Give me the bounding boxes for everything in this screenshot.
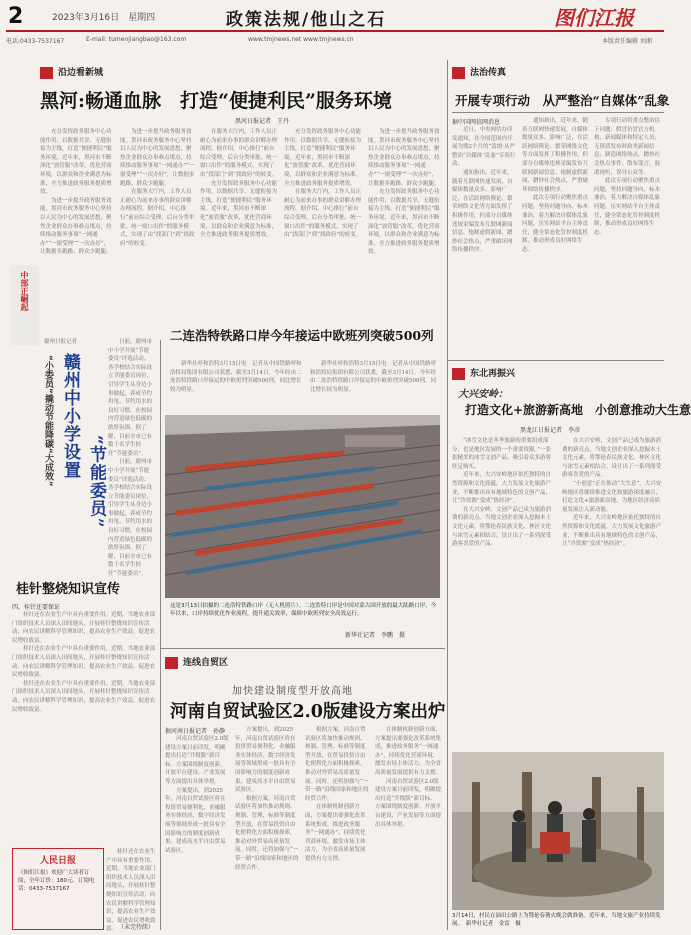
- fraud-rule: [452, 112, 664, 113]
- bottom-left-headline: 桂针整烧知识宣传: [16, 582, 121, 597]
- vertical-body: 日前，赣州市中小学开展“节能委员”评选活动。各学校结合实际设立节能委员岗位，引导学生从身边小事做起，养成节约用电、节约用水的良好习惯，在校园内营造绿色低碳的浓厚氛围。据了解，目前全市已有数千名学生担任“节能委员”。 日前，赣州市中小学开展“节能委员”评选活动。各学校结合实际设立节能委员岗位，引导学生从身边小事做起，养成节约用电、节约用水的良好习惯，在校园内营造绿色低碳的浓厚氛围。据了解，目前全市已有数千名学生担任“节能委员”。: [108, 339, 153, 578]
- fraud-body-col-2: 通知指出，近年来，随着互联网快速发展，自媒体数量众多、影响广泛，在活跃网络舆论、繁荣网络文化等方面发挥了积极作用，但部分自媒体违规采编发布互联网新闻信息、炮制虚假新闻、蹭炒社会热点，严重破坏网络传播秩序。 此次专项行动聚焦重点问题，坚持问题导向、标本兼治，着力解决自媒体乱象问题，压实网站平台主体责任，健全常态化管控制度机制，推动形成良好网络生态。: [522, 118, 589, 253]
- main-body-col-3: 在服务大厅内，工作人员正耐心为前来办事的群众讲解办理流程。据介绍，中心推行“前台综合受理、后台分类审批、统一窗口出件”的服务模式，实现了由“找部门”到“找政府”的转变。 充分发挥政务服务中心功能作用，以数据共享、无缝衔接为主线，打造“便捷利民”服务环境。近年来，黑河市不断深化“放管服”改革，优化营商环境，以群众和企业满意为标准，全力推进政务服务提质增效。: [200, 129, 278, 239]
- culture-byline: 黑龙江日报记者 李彦: [520, 427, 581, 434]
- main-body-col-5: 为进一步提升政务服务效能，黑河市政务服务中心坚持以人民为中心的发展思想，聚焦企业群众办事难点堵点，持续推动服务事项“一网通办”“一窗受理”“一次办好”，让数据多跑路、群众少跑腿。 充分发挥政务服务中心功能作用，以数据共享、无缝衔接为主线，打造“便捷利民”服务环境。近年来，黑河市不断深化“放管服”改革，优化营商环境，以群众和企业满意为标准，全力推进政务服务提质增效。: [368, 129, 440, 256]
- ad-text: 《图们江报》欢迎广大读者订阅，全年订价：180元。订阅电话：0433-7537167: [18, 870, 95, 892]
- zone-body-col-3: 根据方案，河南自贸试验区将加快推动规则、规制、管理、标准等制度型开放，在贸易投资自由化便利化方面积极探索，推动对外贸易高质量发展。同时，还将加强与“一带一路”沿线国家和地区的经贸合作。 在体制机制创新方面，方案提出要强化改革系统集成，推进政务服务“一网通办”，持续优化营商环境，激发市场主体活力，为全省高质量发展提供有力支撑。: [305, 727, 369, 862]
- section-tag-law: 法治传真: [452, 66, 506, 80]
- page-number: 2: [8, 4, 24, 29]
- rail-headline: 二连浩特铁路口岸今年接运中欧班列突破500列: [170, 328, 434, 343]
- main-headline: 黑河:畅通血脉 打造“便捷利民”服务环境: [40, 90, 392, 112]
- vertical-title-2: “节能委员”: [86, 435, 106, 529]
- editor-credit: 本版责任编辑 刘湘: [602, 38, 652, 45]
- rail-body-col-2: 新华社呼和浩特3月15日电 记者从中国铁路呼和浩特局集团有限公司获悉，截至3月14日，今年经由二连浩特铁路口岸接运的中欧班列突破500列，同比增长较为明显。: [310, 361, 436, 393]
- section-tag-ftz: 连线自贸区: [165, 656, 228, 670]
- fraud-body-col-3: 专项行动将重点整治以下问题：假冒仿冒官方机构、新闻媒体和特定人员；无资质发布时政类新闻信息；制造网络热点，蹭炒社会热点事件；散布谣言，混淆视听，误导公众等。 此次专项行动聚焦重点问题，坚持问题导向、标本兼治，着力解决自媒体乱象问题，压实网站平台主体责任，健全常态化管控制度机制，推动形成良好网络生态。: [594, 118, 661, 236]
- vertical-section-box: [10, 265, 39, 345]
- zone-body-col-2: 方案提出，到2025年，河南自贸试验区将在投资贸易便利化、金融服务实体经济、数字经济发展等领域形成一批具有全国影响力的制度创新成果，建成高水平自由贸易试验区。 根据方案，河南自贸试验区将加快推动规则、规制、管理、标准等制度型开放，在贸易投资自由化便利化方面积极探索，推动对外贸易高质量发展。同时，还将加强与“一带一路”沿线国家和地区的经贸合作。: [235, 727, 299, 871]
- culture-subhead: 大兴安岭：: [458, 389, 508, 400]
- contact-phone: 电话:0433-7537167: [6, 38, 65, 45]
- section-tag-northeast: 东北再振兴: [452, 367, 515, 381]
- culture-caption: 3月14日，村民在油田公路上为鄂伦春篝火晚会做准备。近年来，当地文旅产业持续发展。 新华社记者 金雷 摄: [452, 913, 661, 927]
- culture-body-col-2: 在大兴安岭，文创产品已成为旅游消费的新亮点。当地文创企业深入挖掘本土文化元素，将鄂伦春民族文化、林区文化与冰雪元素相结合，设计出了一系列深受游客喜爱的产品。 “小创意”正在推动“大生意”。大兴安岭地区将继续推进文化和旅游深度融合，打造文化+旅游新高地，为地区经济高质量发展注入新动能。 近年来，大兴安岭地区依托独特的自然资源和文化底蕴，大力发展文化旅游产业，不断推出具有地域特色的文创产品，让“冷资源”变成“热经济”。: [562, 438, 662, 548]
- rail-photo-credit: 新华社记者 李鹏 摄: [345, 632, 406, 639]
- subscription-ad[interactable]: [12, 848, 104, 930]
- culture-body-col-1: “冰雪文化是冬季旅游的重要组成部分，也是地区发展的一个重要资源。”一张张精美的冰雪文创产品，吸引着众多游客驻足购买。 近年来，大兴安岭地区依托独特的自然资源和文化底蕴，大力发展文化旅游产业，不断推出具有地域特色的文创产品，让“冷资源”变成“热经济”。 在大兴安岭，文创产品已成为旅游消费的新亮点。当地文创企业深入挖掘本土文化元素，将鄂伦春民族文化、林区文化与冰雪元素相结合，设计出了一系列深受游客喜爱的产品。: [452, 438, 552, 548]
- section-tag-border: 沿边看新城: [40, 66, 103, 80]
- header-rule: [6, 30, 664, 32]
- culture-headline: 打造文化+旅游新高地 小创意推动大生意: [465, 403, 691, 417]
- main-body-col-2: 为进一步提升政务服务效能，黑河市政务服务中心坚持以人民为中心的发展思想，聚焦企业群众办事难点堵点，持续推动服务事项“一网通办”“一窗受理”“一次办好”，让数据多跑路、群众少跑腿。 在服务大厅内，工作人员正耐心为前来办事的群众讲解办理流程。据介绍，中心推行“前台综合受理、后台分类审批、统一窗口出件”的服务模式，实现了由“找部门”到“找政府”的转变。: [120, 129, 195, 247]
- column-divider-right: [447, 60, 448, 930]
- contact-website[interactable]: www.tmjnews.net www.tmjnews.cn: [248, 36, 354, 43]
- section-divider-ftz: [160, 648, 445, 649]
- rail-body-col-1: 新华社呼和浩特3月15日电 记者从中国铁路呼和浩特局集团有限公司获悉，截至3月14日，今年经由二连浩特铁路口岸接运的中欧班列突破500列，同比增长较为明显。: [170, 361, 302, 393]
- contact-bar: [6, 36, 664, 46]
- vertical-section-tag: 中部正崛起: [20, 271, 29, 311]
- vertical-title-1: 赣州中小学设置: [60, 353, 80, 479]
- ad-title: 人民日报: [39, 856, 76, 866]
- main-body-col-1: 充分发挥政务服务中心功能作用，以数据共享、无缝衔接为主线，打造“便捷利民”服务环境。近年来，黑河市不断深化“放管服”改革，优化营商环境，以群众和企业满意为标准，全力推进政务服务提质增效。 为进一步提升政务服务效能，黑河市政务服务中心坚持以人民为中心的发展思想，聚焦企业群众办事难点堵点，持续推动服务事项“一网通办”“一窗受理”“一次办好”，让数据多跑路、群众少跑腿。: [40, 129, 112, 256]
- zone-body-col-1: 据河南日报记者 孙静 河南自贸试验区2.0版建设方案日前印发，明确提出打造“升级版”新目标。方案围绕制度创新、开放平台建设、产业发展等方面提出具体举措。 方案提出，到2025年，河南自贸试验区将在投资贸易便利化、金融服务实体经济、数字经济发展等领域形成一批具有全国影响力的制度创新成果，建成高水平自由贸易试验区。: [165, 728, 229, 854]
- zone-headline: 河南自贸试验区2.0版建设方案出炉: [170, 702, 446, 722]
- section-title: 政策法规/他山之石: [226, 10, 387, 30]
- zone-subhead: 加快建设制度型开放高地: [232, 686, 353, 697]
- vertical-subtitle: “小委员”撬动节能降碳“大成效”: [43, 355, 53, 487]
- contact-email[interactable]: E-mail: tumenjiangbao@163.com: [86, 36, 187, 43]
- culture-image: [452, 752, 664, 910]
- vertical-byline: 赣州日报记者: [44, 339, 78, 345]
- rail-port-photo: [165, 415, 440, 598]
- section-divider-culture: [448, 360, 664, 361]
- culture-photo: [452, 752, 664, 910]
- fraud-body-col-1: 据中国网信网消息 近日，中央网信办印发通知，在全国范围内开展为期2个月的“清朗·从严整治“自媒体”乱象”专项行动。 通知指出，近年来，随着互联网快速发展，自媒体数量众多、影响广泛，在活跃网络舆论、繁荣网络文化等方面发挥了积极作用，但部分自媒体违规采编发布互联网新闻信息、炮制虚假新闻、蹭炒社会热点，严重破坏网络传播秩序。: [452, 119, 516, 254]
- fraud-headline: 开展专项行动 从严整治“自媒体”乱象: [455, 93, 670, 108]
- bottom-left-body-cont: 桂针还在农业生产中具有重要作用。近期，当地农业部门组织技术人员深入田间地头，开展桂针整烧知识宣传活动，向农民讲解科学管理知识，提高农业生产效益，促进农民增收致富。: [106, 849, 156, 933]
- column-divider-left: [160, 340, 161, 930]
- zone-body-col-4: 在体制机制创新方面，方案提出要强化改革系统集成，推进政务服务“一网通办”，持续优化营商环境，激发市场主体活力，为全省高质量发展提供有力支撑。 河南自贸试验区2.0版建设方案日前印发，明确提出打造“升级版”新目标。方案围绕制度创新、开放平台建设、产业发展等方面提出具体举措。: [375, 727, 442, 828]
- main-body-col-4: 充分发挥政务服务中心功能作用，以数据共享、无缝衔接为主线，打造“便捷利民”服务环境。近年来，黑河市不断深化“放管服”改革，优化营商环境，以群众和企业满意为标准，全力推进政务服务提质增效。 在服务大厅内，工作人员正耐心为前来办事的群众讲解办理流程。据介绍，中心推行“前台综合受理、后台分类审批、统一窗口出件”的服务模式，实现了由“找部门”到“找政府”的转变。: [284, 129, 362, 239]
- to-be-continued: （未完待续）: [118, 924, 155, 931]
- issue-date: 2023年3月16日 星期四: [52, 13, 156, 23]
- rail-port-image: [165, 415, 440, 598]
- newspaper-logo: 图们江报: [554, 6, 634, 30]
- main-byline: 黑河日报记者 王丹: [235, 118, 290, 125]
- bottom-left-body: 四、桂针还要保证 桂针还在农业生产中具有重要作用。近期，当地农业部门组织技术人员深入田间地头，开展桂针整烧知识宣传活动，向农民讲解科学管理知识，提高农业生产效益，促进农民增收致富。 桂针还在农业生产中具有重要作用。近期，当地农业部门组织技术人员深入田间地头，开展桂针整烧知识宣传活动，向农民讲解科学管理知识，提高农业生产效益，促进农民增收致富。 桂针还在农业生产中具有重要作用。近期，当地农业部门组织技术人员深入田间地头，开展桂针整烧知识宣传活动，向农民讲解科学管理知识，提高农业生产效益，促进农民增收致富。: [12, 604, 156, 713]
- rail-caption: 这是3月13日拍摄的二连浩特铁路口岸（无人机照片）。二连浩特口岸是中国对蒙古国开放的最大陆路口岸，今年以来，口岸持续优化作业流程，提升通关效率，保障中欧班列安全高效运行。: [170, 603, 437, 617]
